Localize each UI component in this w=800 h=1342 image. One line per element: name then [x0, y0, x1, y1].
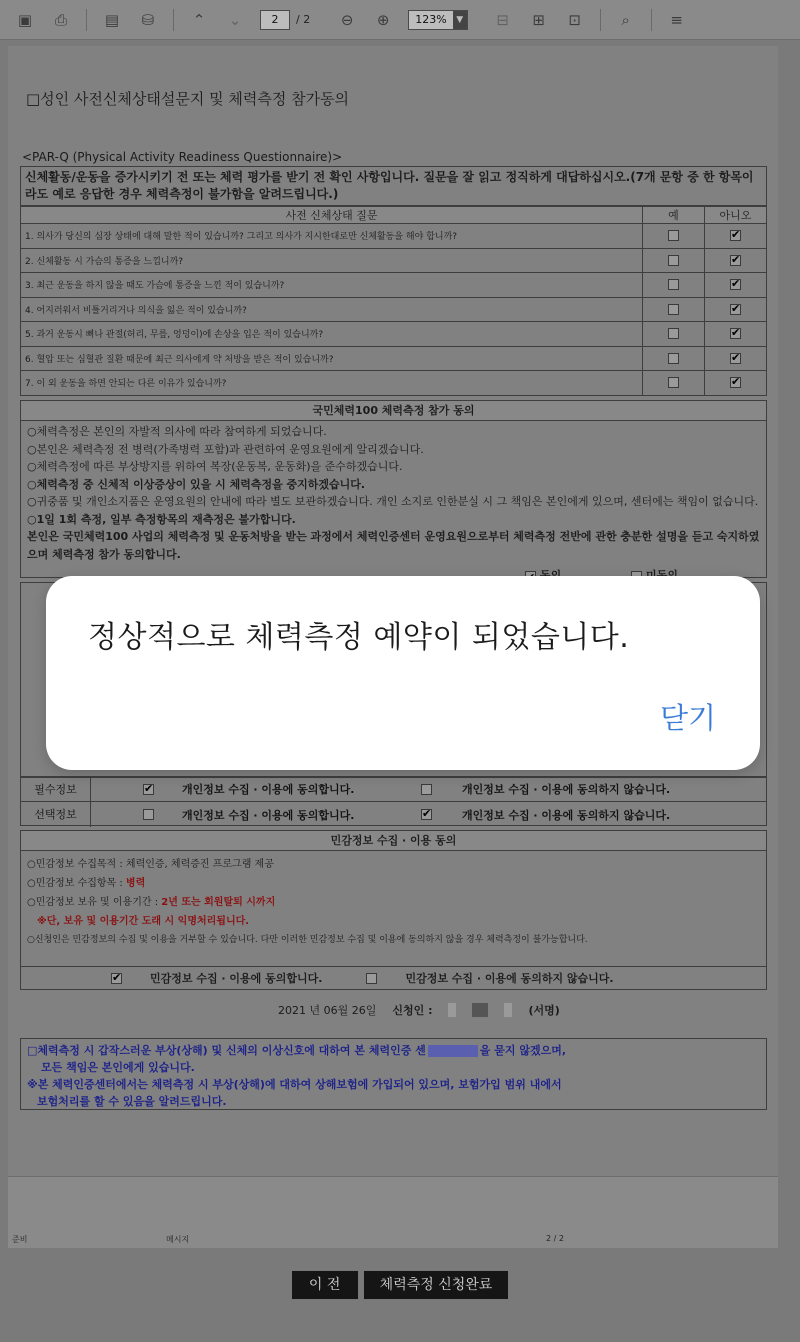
optional-agree-label: 개인정보 수집 · 이용에 동의합니다.	[182, 808, 355, 822]
table-row	[21, 371, 767, 396]
question-text: 3. 최근 운동을 하지 않을 때도 가슴에 통증을 느낀 적이 있습니까?	[21, 273, 643, 298]
question-text: 5. 과거 운동시 뼈나 관절(허리, 무릎, 엉덩이)에 손상을 입은 적이 있습니까?	[21, 322, 643, 347]
submit-button[interactable]: 체력측정 신청완료	[363, 1270, 510, 1300]
optional-info-label: 선택정보	[21, 802, 91, 827]
table-row	[21, 248, 767, 273]
liability-notice	[20, 1038, 767, 1110]
export-icon[interactable]: ⊡	[568, 10, 581, 29]
redacted-name	[472, 1003, 488, 1017]
table-row	[21, 346, 767, 371]
zoom-value: 123%	[415, 13, 447, 26]
yes-header: 예	[643, 207, 705, 224]
close-button[interactable]: 닫기	[659, 701, 716, 735]
sensitive-disagree-checkbox[interactable]	[366, 973, 377, 984]
sensitive-agree-label: 민감정보 수집 · 이용에 동의합니다.	[150, 972, 323, 985]
yes-checkbox[interactable]	[668, 353, 679, 364]
status-bar	[8, 1230, 778, 1248]
no-header: 아니오	[705, 207, 767, 224]
consent-header: 국민체력100 체력측정 참가 동의	[21, 401, 766, 421]
notice-line: 보험처리를 할 수 있음을 알려드립니다.	[37, 1095, 227, 1108]
parq-intro: 신체활동/운동을 증가시키기 전 또는 체력 평가를 받기 전 확인 사항입니다. 질문을 잘 읽고 정직하게 대답하십시오.(7개 문항 중 한 항목이라도 예로 응답한 경우 체력측정이 불가함을 알려드립니다.)	[20, 166, 767, 206]
no-checkbox[interactable]	[730, 353, 741, 364]
page-up-icon[interactable]: ⌃	[192, 10, 206, 29]
required-agree-checkbox[interactable]	[143, 784, 154, 795]
signature-line	[278, 1002, 560, 1018]
action-buttons	[0, 1270, 800, 1300]
toolbar-divider	[600, 9, 601, 31]
consent-statement: 본인은 국민체력100 사업의 체력측정 및 운동처방을 받는 과정에서 체력인증센터 운영요원으로부터 체력측정 전반에 관한 충분한 설명을 듣고 숙지하였으며 체력측정 참가 동의합니다.	[27, 530, 760, 561]
application-date: 2021 년 06월 26일	[278, 1004, 377, 1017]
privacy-consent-options	[20, 776, 767, 826]
sensitive-period-value: 2년 또는 회원탈퇴 시까지	[161, 897, 276, 908]
sensitive-header: 민감정보 수집 · 이용 동의	[21, 831, 766, 851]
yes-checkbox[interactable]	[668, 279, 679, 290]
optional-disagree-label: 개인정보 수집 · 이용에 동의하지 않습니다.	[462, 808, 671, 822]
redacted-name	[448, 1003, 456, 1017]
zoom-out-icon[interactable]: ⊖	[340, 10, 354, 29]
sensitive-disagree-label: 민감정보 수집 · 이용에 동의하지 않습니다.	[405, 972, 614, 985]
table-row	[21, 297, 767, 322]
consent-line: ○1일 1회 측정, 일부 측정항목의 재측정은 불가합니다.	[27, 512, 296, 526]
required-info-row	[21, 777, 766, 802]
applicant-label: 신청인 :	[392, 1004, 433, 1017]
required-info-label: 필수정보	[21, 777, 91, 801]
sensitive-period-label: ○민감정보 보유 및 이용기간 :	[27, 897, 162, 908]
prev-button[interactable]: 이 전	[291, 1270, 359, 1300]
parq-table	[20, 206, 767, 396]
sensitive-refuse: ○신청인은 민감정보의 수집 및 이용을 거부할 수 있습니다. 다만 이러한 민감정보 수집 및 이용에 동의하지 않을 경우 체력측정이 불가능합니다.	[27, 935, 588, 945]
notice-line: 을 묻지 않겠으며,	[479, 1044, 567, 1057]
no-checkbox[interactable]	[730, 328, 741, 339]
toolbar-divider	[651, 9, 652, 31]
question-text: 7. 이 외 운동을 하면 안되는 다른 이유가 있습니까?	[21, 371, 643, 396]
toolbar-divider	[173, 9, 174, 31]
yes-checkbox[interactable]	[668, 328, 679, 339]
fit-width-icon[interactable]: ⊞	[532, 10, 545, 29]
optional-info-row	[21, 802, 766, 827]
viewer-status-area	[8, 1176, 778, 1248]
sensitive-purpose: ○민감정보 수집목적 : 체력인증, 체력증진 프로그램 제공	[27, 859, 274, 870]
page-number-input[interactable]: 2	[260, 10, 290, 30]
alert-message: 정상적으로 체력측정 예약이 되었습니다.	[88, 620, 630, 655]
page-down-icon[interactable]: ⌄	[228, 10, 242, 29]
consent-line: ○체력측정에 따른 부상방지를 위하여 복장(운동복, 운동화)을 준수하겠습니다.	[27, 460, 403, 473]
yes-checkbox[interactable]	[668, 377, 679, 388]
question-text: 4. 어지러워서 비틀거리거나 의식을 잃은 적이 있습니까?	[21, 297, 643, 322]
notice-line: □체력측정 시 갑작스러운 부상(상해) 및 신체의 이상신호에 대하여 본 체력인증 센	[27, 1044, 426, 1057]
table-row	[21, 322, 767, 347]
print-icon[interactable]: ⎙	[54, 10, 67, 29]
pdf-toolbar	[0, 0, 800, 40]
no-checkbox[interactable]	[730, 304, 741, 315]
sensitive-item-value: 병력	[125, 878, 146, 889]
alert-dialog	[46, 576, 760, 770]
question-text: 2. 신체활동 시 가슴의 통증을 느낍니까?	[21, 248, 643, 273]
database-icon[interactable]: ⛁	[141, 10, 155, 29]
search-icon[interactable]: ⌕	[621, 10, 630, 29]
sensitive-item-label: ○민감정보 수집항목 :	[27, 878, 126, 889]
chevron-down-icon: ▼	[453, 11, 467, 29]
consent-line: ○체력측정은 본인의 자발적 의사에 따라 참여하게 되었습니다.	[27, 425, 327, 438]
redacted-text	[428, 1045, 478, 1057]
yes-checkbox[interactable]	[668, 304, 679, 315]
notice-line: 모든 책임은 본인에게 있습니다.	[41, 1061, 195, 1074]
consent-line: ○본인은 체력측정 전 병력(가족병력 포함)과 관련하여 운영요원에게 알리겠습니다.	[27, 442, 424, 456]
toolbar-divider	[86, 9, 87, 31]
notice-line: ※본 체력인증센터에서는 체력측정 시 부상(상해)에 대하여 상해보험에 가입되어 있으며, 보험가입 범위 내에서	[27, 1078, 562, 1091]
status-message: 메시지	[166, 1235, 190, 1244]
page-total: / 2	[296, 13, 311, 26]
status-page: 2 / 2	[546, 1234, 564, 1243]
yes-checkbox[interactable]	[668, 230, 679, 241]
parq-title: <PAR-Q (Physical Activity Readiness Questionnaire)>	[22, 150, 343, 164]
consent-line: ○귀중품 및 개인소지품은 운영요원의 안내에 따라 별도 보관하겠습니다. 개인 소지로 인한분실 시 그 책임은 본인에게 있으며, 센터에는 책임이 없습니다.	[27, 495, 759, 508]
no-checkbox[interactable]	[730, 230, 741, 241]
question-header: 사전 신체상태 질문	[21, 207, 643, 224]
status-ready: 준비	[12, 1235, 28, 1244]
sensitive-info-consent	[20, 830, 767, 990]
no-checkbox[interactable]	[730, 255, 741, 266]
sign-label: (서명)	[528, 1004, 560, 1017]
menu-icon[interactable]: ≡	[670, 10, 683, 29]
required-agree-label: 개인정보 수집 · 이용에 동의합니다.	[182, 783, 355, 796]
no-checkbox[interactable]	[730, 377, 741, 388]
consent-line: ○체력측정 중 신체적 이상증상이 있을 시 체력측정을 중지하겠습니다.	[27, 477, 366, 491]
fit-page-icon[interactable]: ⊟	[496, 10, 509, 29]
table-row	[21, 273, 767, 298]
optional-agree-checkbox[interactable]	[143, 809, 154, 820]
question-text: 1. 의사가 당신의 심장 상태에 대해 말한 적이 있습니까? 그리고 의사가 지시한대로만 신체활동을 해야 합니까?	[21, 224, 643, 249]
table-row	[21, 224, 767, 249]
sensitive-note: ※단, 보유 및 이용기간 도래 시 익명처리됩니다.	[37, 916, 250, 927]
optional-disagree-checkbox[interactable]	[421, 809, 432, 820]
participation-consent	[20, 400, 767, 578]
required-disagree-checkbox[interactable]	[421, 784, 432, 795]
no-checkbox[interactable]	[730, 279, 741, 290]
document-title: □성인 사전신체상태설문지 및 체력측정 참가동의	[26, 90, 350, 108]
save-icon[interactable]: ▣	[17, 10, 33, 29]
zoom-select[interactable]	[408, 10, 467, 30]
required-disagree-label: 개인정보 수집 · 이용에 동의하지 않습니다.	[462, 783, 671, 796]
zoom-in-icon[interactable]: ⊕	[376, 10, 390, 29]
redacted-name	[504, 1003, 512, 1017]
sensitive-agree-checkbox[interactable]	[111, 973, 122, 984]
yes-checkbox[interactable]	[668, 255, 679, 266]
question-text: 6. 혈압 또는 심혈관 질환 때문에 최근 의사에게 약 처방을 받은 적이 있습니까?	[21, 346, 643, 371]
document-icon[interactable]: ▤	[104, 10, 120, 29]
